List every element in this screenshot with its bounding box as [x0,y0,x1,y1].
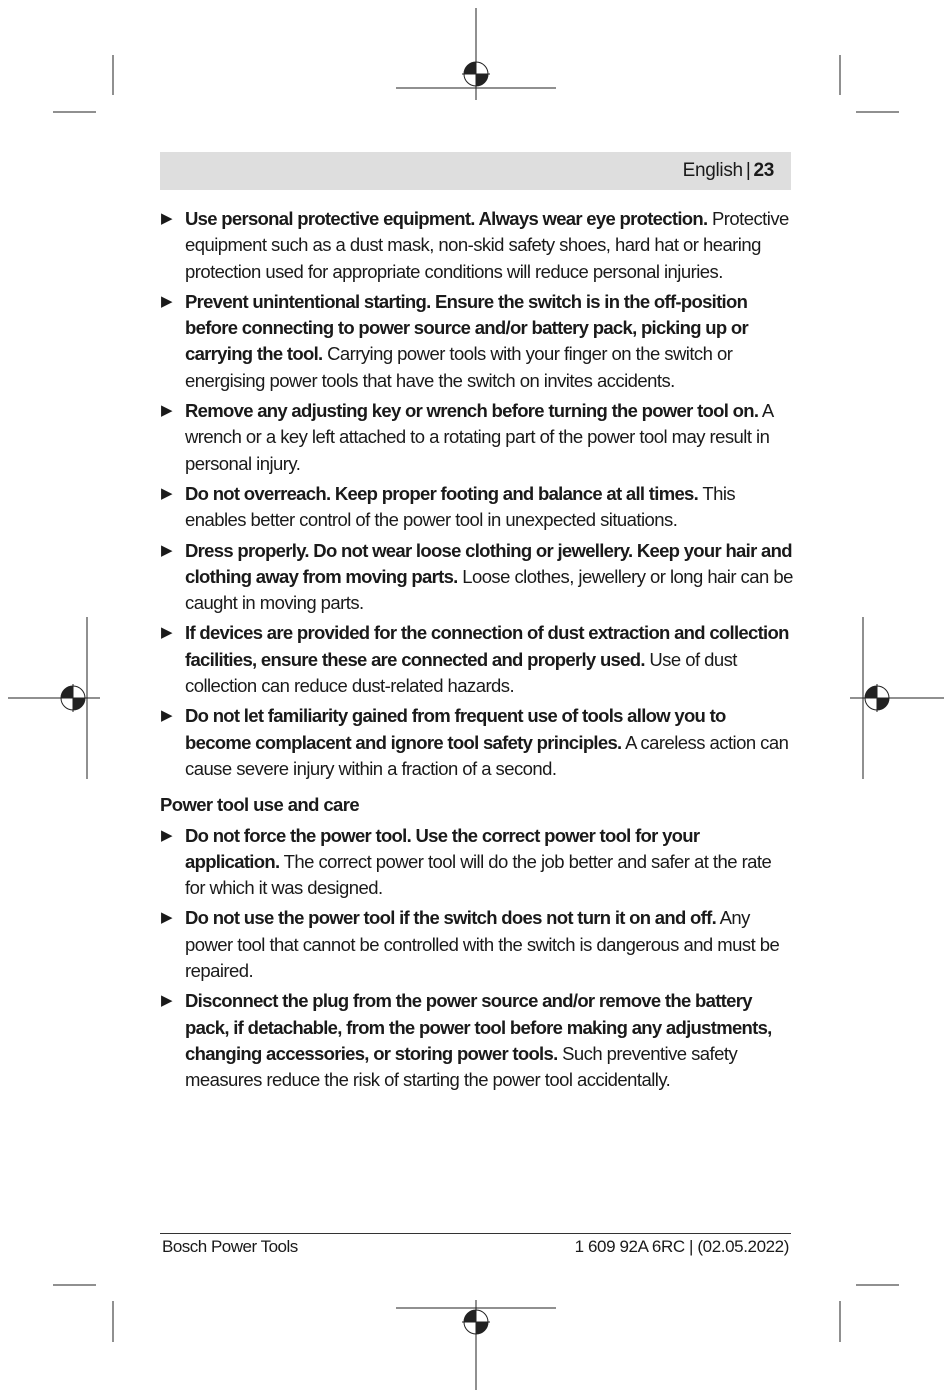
bullet-triangle-icon: ▶ [161,992,173,1010]
safety-item [160,398,794,477]
safety-item [160,823,794,902]
safety-item-explanation: Use of dust collection can reduce dust-related hazards. [185,648,737,697]
bullet-triangle-icon: ▶ [161,707,173,725]
safety-item-instruction: If devices are provided for the connection of dust extraction and collection facilities, ensure these are connected and properly used. [185,622,789,670]
safety-item-instruction: Prevent unintentional starting. Ensure the switch is in the off-position before connecting to power source and/or battery pack, picking up or carrying the tool. [185,290,748,365]
safety-item [160,905,794,984]
safety-item-instruction: Do not let familiarity gained from frequent use of tools allow you to become complacent and ignore tool safety principles. [185,705,726,753]
safety-item [160,620,794,699]
safety-item-instruction: Disconnect the plug from the power source and/or remove the battery pack, if detachable, from the power tool before making any adjustments, changing accessories, or storing power tools. [185,990,772,1064]
footer-brand: Bosch Power Tools [162,1237,298,1256]
safety-item [160,538,794,617]
safety-item-explanation: Protective equipment such as a dust mask, non-skid safety shoes, hard hat or hearing protection used for appropriate conditions will reduce personal injuries. [185,208,789,282]
safety-list-bottom [160,823,794,1094]
page-header [160,152,791,190]
safety-item-explanation: A careless action can cause severe injury within a fraction of a second. [185,731,789,779]
safety-item [160,988,794,1093]
header-language: English [682,160,743,181]
bullet-triangle-icon: ▶ [161,826,173,844]
safety-item-instruction: Do not use the power tool if the switch does not turn it on and off. [185,907,717,929]
safety-item [160,206,794,285]
bullet-triangle-icon: ▶ [161,541,173,559]
header-text [683,160,774,182]
safety-item-instruction: Use personal protective equipment. Always wear eye protection. [185,208,708,229]
bullet-triangle-icon: ▶ [161,484,173,502]
safety-item-instruction: Dress properly. Do not wear loose clothing or jewellery. Keep your hair and clothing away from moving parts. [185,539,792,587]
safety-list-top [160,206,794,782]
safety-item-explanation: Such preventive safety measures reduce the risk of starting the power tool accidentally. [185,1042,738,1091]
page-content [160,206,794,1098]
section-heading: Power tool use and care [160,794,360,816]
footer-rule [160,1233,791,1234]
safety-item-explanation: The correct power tool will do the job better and safer at the rate for which it was designed. [185,850,772,899]
safety-item-instruction: Do not force the power tool. Use the correct power tool for your application. [185,824,700,872]
bullet-triangle-icon: ▶ [161,402,173,420]
safety-item-explanation: Carrying power tools with your finger on the switch or energising power tools that have the switch on invites accidents. [185,343,733,391]
safety-item-instruction: Remove any adjusting key or wrench before turning the power tool on. [185,400,759,422]
safety-item [160,703,794,782]
bullet-triangle-icon: ▶ [161,909,173,927]
safety-item [160,289,794,394]
bullet-triangle-icon: ▶ [161,292,173,310]
safety-item-explanation: A wrench or a key left attached to a rotating part of the power tool may result in personal injury. [185,400,773,474]
bullet-triangle-icon: ▶ [161,624,173,642]
safety-item-instruction: Do not overreach. Keep proper footing and balance at all times. [185,482,699,504]
footer-doc-number: 1 609 92A 6RC | (02.05.2022) [574,1237,789,1256]
safety-item [160,481,794,534]
safety-item-explanation: Any power tool that cannot be controlled with the switch is dangerous and must be repaired. [185,907,780,982]
bullet-triangle-icon: ▶ [161,210,173,227]
safety-item-explanation: This enables better control of the power tool in unexpected situations. [185,482,736,531]
safety-item-explanation: Loose clothes, jewellery or long hair can be caught in moving parts. [185,565,793,614]
header-separator: | [745,160,751,181]
page-number: 23 [753,160,774,181]
